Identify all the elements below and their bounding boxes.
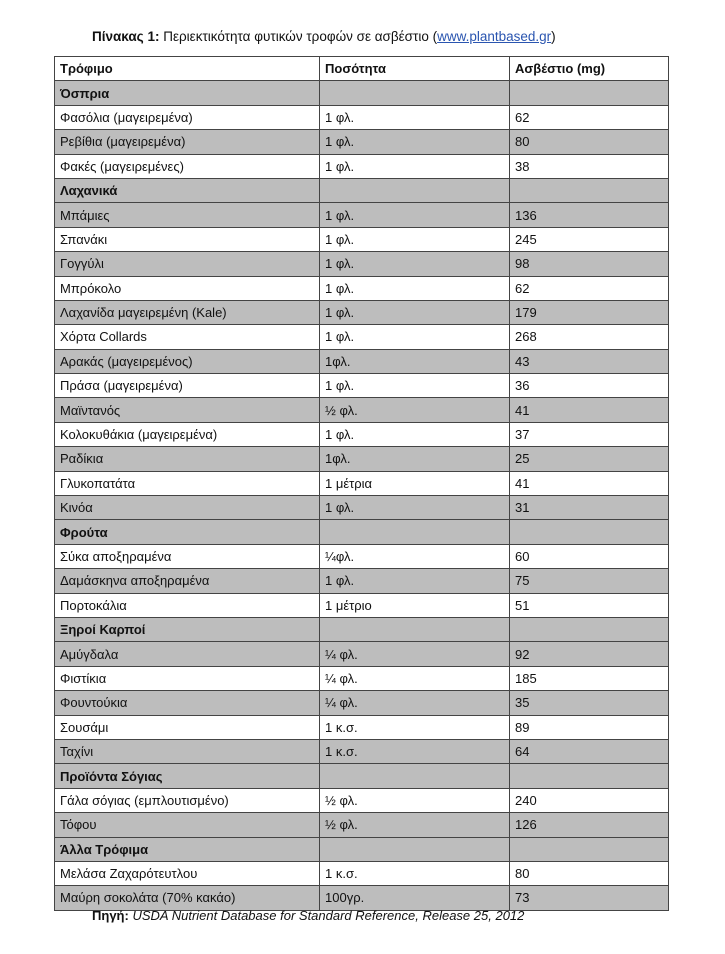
table-row (55, 349, 669, 373)
calcium-cell: 92 (510, 642, 669, 666)
calcium-cell: 268 (510, 325, 669, 349)
category-empty-cell (510, 837, 669, 861)
category-label: Προϊόντα Σόγιας (55, 764, 320, 788)
quantity-cell: ½ φλ. (320, 398, 510, 422)
food-cell: Κινόα (55, 496, 320, 520)
category-row (55, 617, 669, 641)
quantity-cell: 1 φλ. (320, 203, 510, 227)
quantity-cell: ½ φλ. (320, 788, 510, 812)
table-row (55, 471, 669, 495)
quantity-cell: ¼φλ. (320, 544, 510, 568)
category-label: Όσπρια (55, 81, 320, 105)
category-row (55, 178, 669, 202)
quantity-cell: ¼ φλ. (320, 691, 510, 715)
quantity-cell: ¼ φλ. (320, 666, 510, 690)
table-row (55, 203, 669, 227)
calcium-cell: 60 (510, 544, 669, 568)
quantity-cell: 1 φλ. (320, 130, 510, 154)
food-cell: Φουντούκια (55, 691, 320, 715)
food-cell: Μαύρη σοκολάτα (70% κακάο) (55, 886, 320, 910)
food-cell: Πράσα (μαγειρεμένα) (55, 374, 320, 398)
food-cell: Λαχανίδα μαγειρεμένη (Kale) (55, 300, 320, 324)
caption-text: Περιεκτικότητα φυτικών τροφών σε ασβέστιο (163, 29, 429, 44)
calcium-cell: 62 (510, 105, 669, 129)
table-row (55, 691, 669, 715)
source-label: Πηγή: (92, 908, 129, 923)
quantity-cell: 1 μέτριο (320, 593, 510, 617)
table-row (55, 447, 669, 471)
food-cell: Μπάμιες (55, 203, 320, 227)
quantity-cell: 1 φλ. (320, 325, 510, 349)
category-row (55, 837, 669, 861)
calcium-cell: 36 (510, 374, 669, 398)
table-row (55, 422, 669, 446)
table-row (55, 739, 669, 763)
food-cell: Σουσάμι (55, 715, 320, 739)
table-caption (92, 29, 556, 44)
quantity-cell: 1 φλ. (320, 422, 510, 446)
calcium-cell: 64 (510, 739, 669, 763)
category-row (55, 520, 669, 544)
quantity-cell: ½ φλ. (320, 813, 510, 837)
food-cell: Μπρόκολο (55, 276, 320, 300)
calcium-cell: 73 (510, 886, 669, 910)
calcium-cell: 37 (510, 422, 669, 446)
category-empty-cell (320, 178, 510, 202)
header-quantity: Ποσότητα (320, 57, 510, 81)
header-food: Τρόφιμο (55, 57, 320, 81)
calcium-cell: 35 (510, 691, 669, 715)
category-label: Ξηροί Καρποί (55, 617, 320, 641)
quantity-cell: 1 φλ. (320, 374, 510, 398)
quantity-cell: 1 κ.σ. (320, 861, 510, 885)
category-empty-cell (320, 81, 510, 105)
quantity-cell: 1 φλ. (320, 227, 510, 251)
table-row (55, 154, 669, 178)
food-cell: Γάλα σόγιας (εμπλουτισμένο) (55, 788, 320, 812)
calcium-cell: 31 (510, 496, 669, 520)
table-body (55, 81, 669, 910)
food-cell: Κολοκυθάκια (μαγειρεμένα) (55, 422, 320, 446)
source-reference: USDA Nutrient Database for Standard Reference, Release 25, 2012 (132, 908, 525, 923)
food-cell: Πορτοκάλια (55, 593, 320, 617)
category-empty-cell (510, 520, 669, 544)
quantity-cell: 1φλ. (320, 447, 510, 471)
food-cell: Δαμάσκηνα αποξηραμένα (55, 569, 320, 593)
food-cell: Γλυκοπατάτα (55, 471, 320, 495)
calcium-cell: 80 (510, 861, 669, 885)
quantity-cell: 1φλ. (320, 349, 510, 373)
calcium-cell: 51 (510, 593, 669, 617)
calcium-cell: 80 (510, 130, 669, 154)
table-row (55, 374, 669, 398)
food-cell: Ρεβίθια (μαγειρεμένα) (55, 130, 320, 154)
table-row (55, 569, 669, 593)
caption-label: Πίνακας 1: (92, 29, 160, 44)
food-cell: Χόρτα Collards (55, 325, 320, 349)
header-calcium: Ασβέστιο (mg) (510, 57, 669, 81)
food-cell: Γογγύλι (55, 252, 320, 276)
plantbased-link[interactable]: www.plantbased.gr (437, 29, 552, 44)
category-label: Φρούτα (55, 520, 320, 544)
table-row (55, 886, 669, 910)
food-cell: Μαϊντανός (55, 398, 320, 422)
calcium-cell: 41 (510, 398, 669, 422)
calcium-cell: 38 (510, 154, 669, 178)
source-note (92, 908, 524, 923)
table-row (55, 666, 669, 690)
food-cell: Αρακάς (μαγειρεμένος) (55, 349, 320, 373)
table-row (55, 227, 669, 251)
category-label: Άλλα Τρόφιμα (55, 837, 320, 861)
table-row (55, 861, 669, 885)
calcium-cell: 41 (510, 471, 669, 495)
food-cell: Ταχίνι (55, 739, 320, 763)
table-row (55, 300, 669, 324)
category-empty-cell (320, 837, 510, 861)
table-row (55, 593, 669, 617)
table-row (55, 276, 669, 300)
food-cell: Ραδίκια (55, 447, 320, 471)
calcium-cell: 98 (510, 252, 669, 276)
food-cell: Φακές (μαγειρεμένες) (55, 154, 320, 178)
table-row (55, 325, 669, 349)
food-cell: Αμύγδαλα (55, 642, 320, 666)
table-row (55, 544, 669, 568)
category-row (55, 81, 669, 105)
table-row (55, 813, 669, 837)
quantity-cell: ¼ φλ. (320, 642, 510, 666)
table-row (55, 252, 669, 276)
category-empty-cell (320, 520, 510, 544)
calcium-cell: 136 (510, 203, 669, 227)
quantity-cell: 1 φλ. (320, 252, 510, 276)
calcium-cell: 179 (510, 300, 669, 324)
category-label: Λαχανικά (55, 178, 320, 202)
calcium-cell: 43 (510, 349, 669, 373)
table-row (55, 105, 669, 129)
quantity-cell: 1 φλ. (320, 496, 510, 520)
calcium-table (54, 56, 669, 911)
caption-paren-open: ( (432, 29, 438, 44)
calcium-cell: 126 (510, 813, 669, 837)
category-empty-cell (510, 178, 669, 202)
food-cell: Φασόλια (μαγειρεμένα) (55, 105, 320, 129)
quantity-cell: 1 φλ. (320, 569, 510, 593)
category-row (55, 764, 669, 788)
food-cell: Σύκα αποξηραμένα (55, 544, 320, 568)
food-cell: Σπανάκι (55, 227, 320, 251)
food-cell: Φιστίκια (55, 666, 320, 690)
calcium-cell: 89 (510, 715, 669, 739)
category-empty-cell (320, 617, 510, 641)
quantity-cell: 1 φλ. (320, 154, 510, 178)
quantity-cell: 1 φλ. (320, 300, 510, 324)
table-row (55, 398, 669, 422)
table-row (55, 642, 669, 666)
category-empty-cell (320, 764, 510, 788)
category-empty-cell (510, 764, 669, 788)
quantity-cell: 1 κ.σ. (320, 715, 510, 739)
quantity-cell: 100γρ. (320, 886, 510, 910)
food-cell: Τόφου (55, 813, 320, 837)
calcium-cell: 75 (510, 569, 669, 593)
quantity-cell: 1 κ.σ. (320, 739, 510, 763)
caption-paren-close: ) (551, 29, 556, 44)
category-empty-cell (510, 81, 669, 105)
calcium-cell: 240 (510, 788, 669, 812)
table-row (55, 715, 669, 739)
quantity-cell: 1 φλ. (320, 105, 510, 129)
header-row (55, 57, 669, 81)
category-empty-cell (510, 617, 669, 641)
table-row (55, 496, 669, 520)
table-row (55, 130, 669, 154)
calcium-cell: 245 (510, 227, 669, 251)
calcium-cell: 185 (510, 666, 669, 690)
table-row (55, 788, 669, 812)
quantity-cell: 1 φλ. (320, 276, 510, 300)
calcium-cell: 62 (510, 276, 669, 300)
food-cell: Μελάσα Ζαχαρότευτλου (55, 861, 320, 885)
quantity-cell: 1 μέτρια (320, 471, 510, 495)
calcium-cell: 25 (510, 447, 669, 471)
